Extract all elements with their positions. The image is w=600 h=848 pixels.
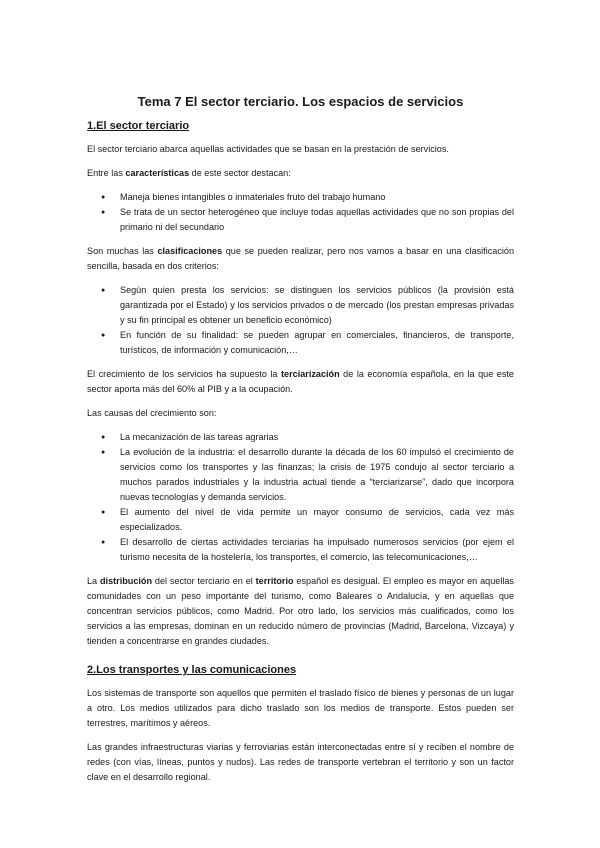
list-item: ● La mecanización de las tareas agrarias xyxy=(87,430,514,445)
text-run: Entre las xyxy=(87,168,126,178)
growth-paragraph xyxy=(87,367,514,397)
section-heading-1: 1.El sector terciario xyxy=(87,120,190,132)
document-body xyxy=(87,93,514,794)
characteristics-list xyxy=(87,190,514,235)
text-run: Son muchas las xyxy=(87,246,158,256)
list-item: ● El aumento del nivel de vida permite un mayor consumo de servicios, cada vez más especializados. xyxy=(87,505,514,535)
list-item: ● El desarrollo de ciertas actividades terciarias ha impulsado numerosos servicios (por ejem el turismo necesita de la hostelería, los transportes, el comercio, las telecomunicaciones,… xyxy=(87,535,514,565)
text-run: del sector terciario en el xyxy=(152,576,256,586)
intro-paragraph: El sector terciario abarca aquellas actividades que se basan en la prestación de servicios. xyxy=(87,144,449,154)
section-heading-2: 2.Los transportes y las comunicaciones xyxy=(87,664,297,676)
bold-term: territorio xyxy=(255,576,294,586)
causes-list xyxy=(87,430,514,565)
document-title: Tema 7 El sector terciario. Los espacios de servicios xyxy=(137,94,464,109)
text-run: La xyxy=(87,576,100,586)
text-run: El crecimiento de los servicios ha supuesto la xyxy=(87,369,282,379)
classifications-intro xyxy=(87,244,514,274)
transport-paragraph-1: Los sistemas de transporte son aquellos que permiten el traslado físico de bienes y personas de un lugar a otro. Los medios utilizados para dicho traslado son los medios de transporte. Estos pueden ser terrestres, marítimos y aéreos. xyxy=(87,688,514,728)
characteristics-intro xyxy=(87,166,514,181)
transport-paragraph-2: Las grandes infraestructuras viarias y ferroviarias están interconectadas entre sí y reciben el nombre de redes (con vías, líneas, puntos y nudos). Las redes de transporte vertebran el territorio y son un factor clave en el desarrollo regional. xyxy=(87,742,514,782)
causes-intro: Las causas del crecimiento son: xyxy=(87,408,217,418)
list-item: ● Se trata de un sector heterogéneo que incluye todas aquellas actividades que no son propias del primario ni del secundario xyxy=(87,205,514,235)
bold-term: clasificaciones xyxy=(157,246,223,256)
bold-term: características xyxy=(125,168,190,178)
distribution-paragraph xyxy=(87,574,514,649)
text-run: de este sector destacan: xyxy=(189,168,291,178)
text-run: español es desigual. El empleo es mayor en aquellas comunidades con un peso importante del turismo, como Baleares o Andalucía, y en aquellas que concentran servicios públicos, como Madrid. Por otro lado, los servicios más cualificados, como los servicios a las empresas, dominan en un reducido número de provincias (Madrid, Barcelona, Vizcaya) y tienden a concentrarse en grandes ciudades. xyxy=(87,576,514,646)
bold-term: terciarización xyxy=(281,369,340,379)
bold-term: distribución xyxy=(99,576,153,586)
list-item: ● Según quien presta los servicios: se distinguen los servicios públicos (la provisión está garantizada por el Estado) y los servicios privados o de mercado (los prestan empresas privadas y su fin principal es obtener un beneficio económico) xyxy=(87,283,514,328)
text-run: de la economía española, en la que este sector aporta más del 60% al PIB y a la ocupación. xyxy=(87,369,514,394)
classifications-list xyxy=(87,283,514,358)
list-item: ● Maneja bienes intangibles o inmateriales fruto del trabajo humano xyxy=(87,190,514,205)
list-item: ● La evolución de la industria: el desarrollo durante la década de los 60 impulsó el crecimiento de servicios como los transportes y las finanzas; la crisis de 1975 condujo al sector terciario a muchos parados industriales y la industria actual tiende a “terciarizarse”, dado que incorpora nuevas tecnologías y demanda servicios. xyxy=(87,445,514,505)
text-run: que se pueden realizar, pero nos vamos a basar en una clasificación sencilla, basada en dos criterios: xyxy=(87,246,515,271)
list-item: ● En función de su finalidad: se pueden agrupar en comerciales, financieros, de transporte, turísticos, de información y comunicación,… xyxy=(87,328,514,358)
